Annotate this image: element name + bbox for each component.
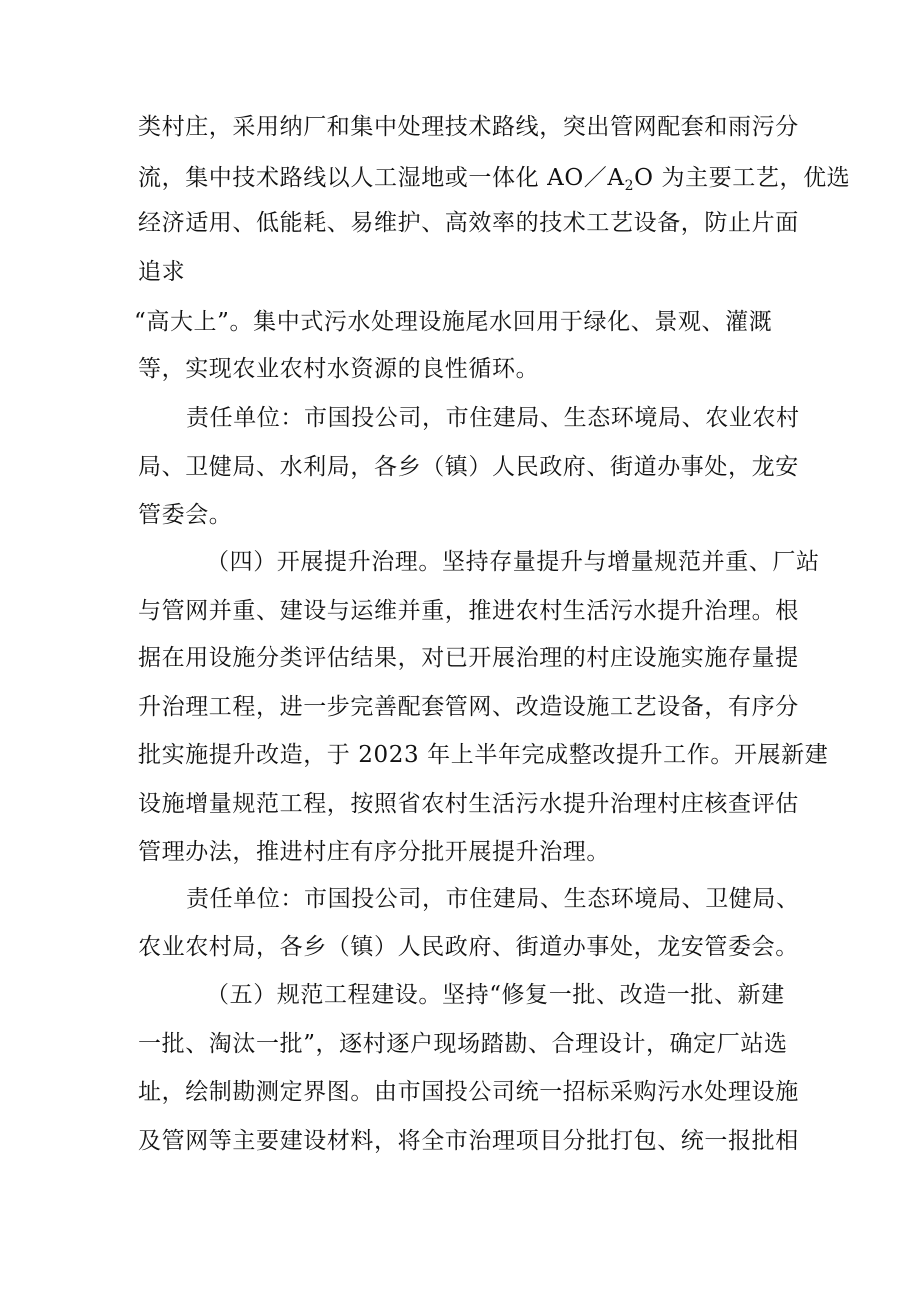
text-line: “高大上”。集中式污水处理设施尾水回用于绿化、景观、灌溉 (134, 309, 773, 335)
text-line: 经济适用、低能耗、易维护、高效率的技术工艺设备，防止片面 (138, 210, 799, 236)
responsibility-line: 责任单位：市国投公司，市住建局、生态环境局、农业农村 (186, 405, 800, 431)
text-line: 与管网并重、建设与运维并重，推进农村生活污水提升治理。根 (138, 598, 799, 624)
text-line: 追求 (138, 259, 186, 285)
section-five-heading-line: （五）规范工程建设。坚持“修复一批、改造一批、新建 (206, 982, 785, 1008)
text-line: 址，绘制勘测定界图。由市国投公司统一招标采购污水处理设施 (138, 1079, 799, 1105)
text-line: 一批、淘汰一批”，逐村逐户现场踏勘、合理设计，确定厂站选 (138, 1031, 788, 1057)
text-line: 类村庄，采用纳厂和集中处理技术路线，突出管网配套和雨污分 (138, 114, 799, 140)
text-segment: O 为主要工艺，优选 (634, 165, 851, 191)
responsibility-line: 责任单位：市国投公司，市住建局、生态环境局、卫健局、 (186, 886, 800, 912)
text-line: 升治理工程，进一步完善配套管网、改造设施工艺设备，有序分 (138, 694, 799, 720)
text-line: 设施增量规范工程，按照省农村生活污水提升治理村庄核查评估 (138, 791, 799, 817)
section-four-heading-line: （四）开展提升治理。坚持存量提升与增量规范并重、厂站 (206, 549, 820, 575)
text-line: 管委会。 (138, 502, 233, 528)
text-segment: 流，集中技术路线以人工湿地或一体化 AO／A (138, 165, 625, 191)
text-line: 据在用设施分类评估结果，对已开展治理的村庄设施实施存量提 (138, 645, 799, 671)
text-line (138, 163, 850, 193)
text-line: 局、卫健局、水利局，各乡（镇）人民政府、街道办事处，龙安 (138, 454, 799, 480)
text-line: 及管网等主要建设材料，将全市治理项目分批打包、统一报批相 (138, 1128, 799, 1154)
text-line: 等，实现农业农村水资源的良性循环。 (138, 356, 540, 382)
text-line: 农业农村局，各乡（镇）人民政府、街道办事处，龙安管委会。 (138, 934, 799, 960)
text-line: 批实施提升改造，于 2023 年上半年完成整改提升工作。开展新建 (138, 742, 829, 768)
subscript-2: 2 (624, 178, 635, 194)
text-line: 管理办法，推进村庄有序分批开展提升治理。 (138, 839, 610, 865)
